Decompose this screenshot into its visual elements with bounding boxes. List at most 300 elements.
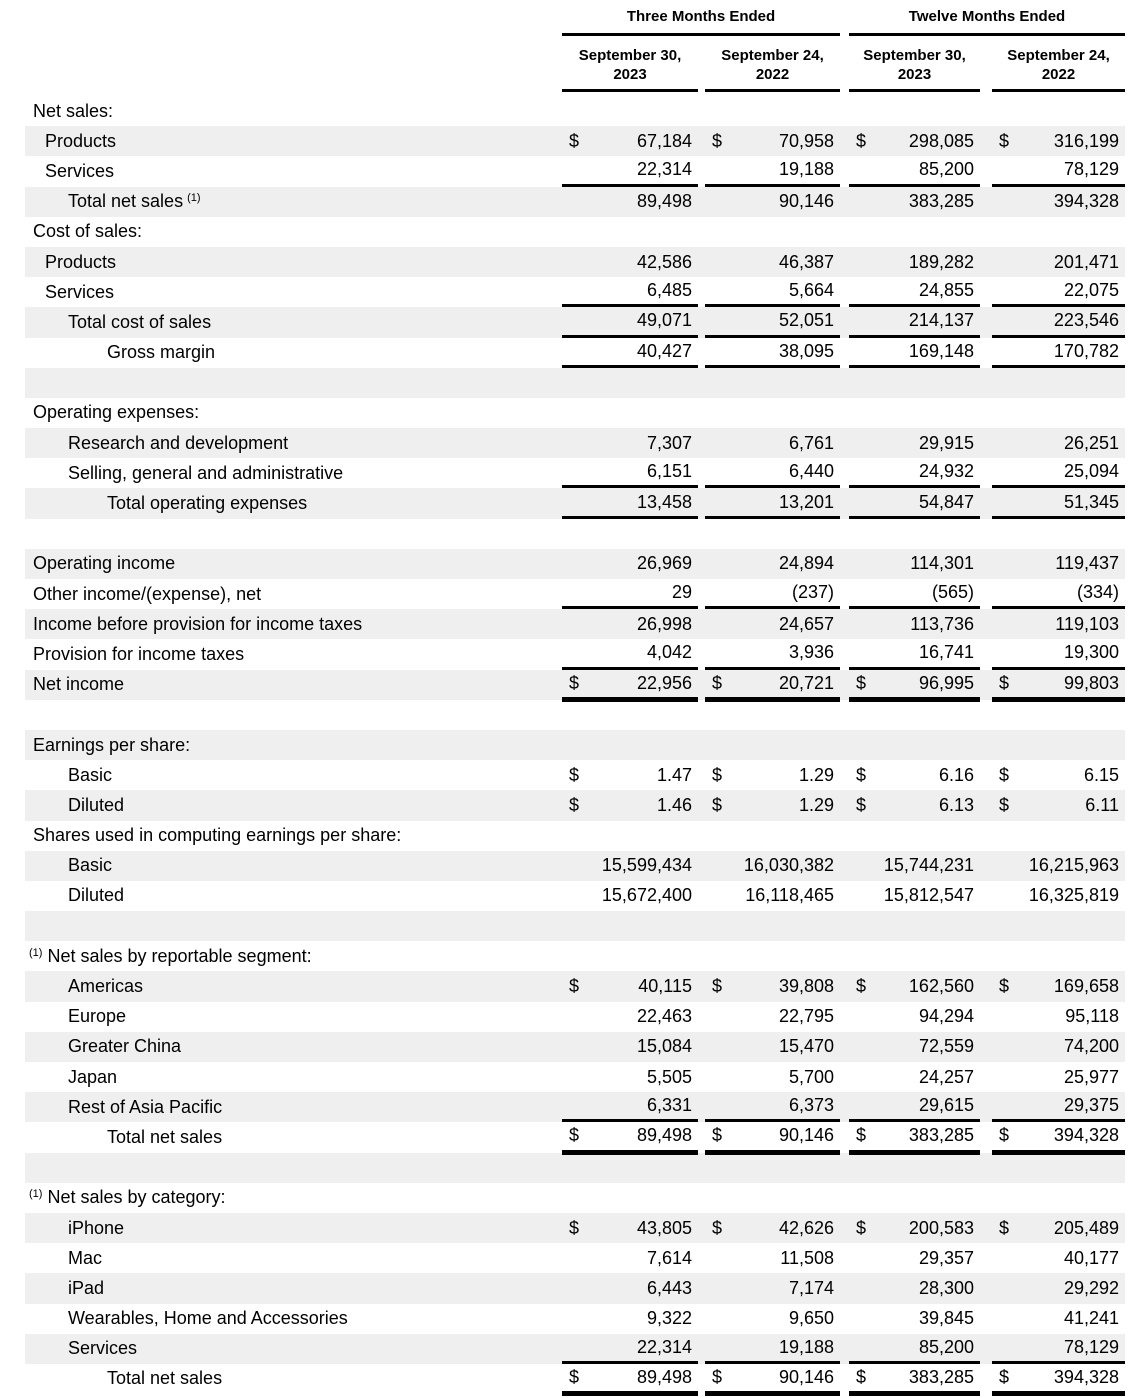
row-label: Mac — [68, 1247, 103, 1268]
value-cell — [562, 579, 698, 609]
value: 7,307 — [646, 432, 692, 453]
date-column-header: September 30, 2023 — [849, 46, 980, 92]
dollar-sign: $ — [856, 1125, 867, 1146]
value: 15,672,400 — [601, 885, 692, 906]
value-cell — [562, 1304, 698, 1334]
value-cell — [705, 700, 840, 730]
value-cell — [562, 1364, 698, 1394]
value-cell — [705, 398, 840, 428]
value-cell — [562, 156, 698, 186]
value: 9,322 — [646, 1308, 692, 1329]
table-row — [25, 1002, 1125, 1032]
value-cell — [562, 1183, 698, 1213]
table-row — [25, 1273, 1125, 1303]
row-label: Diluted — [68, 794, 125, 815]
value-cell — [705, 1364, 840, 1394]
value: 19,300 — [1063, 642, 1119, 663]
row-label-cell — [25, 765, 562, 786]
period-group-label: Three Months Ended — [626, 8, 776, 25]
value: 51,345 — [1063, 491, 1119, 512]
value: 205,489 — [1053, 1217, 1119, 1238]
value: 16,215,963 — [1028, 855, 1119, 876]
value-cell — [705, 307, 840, 337]
period-group-twelve-months — [849, 5, 1125, 36]
value: 6,485 — [646, 280, 692, 301]
row-label: Net sales by reportable segment: — [47, 945, 312, 966]
table-row — [25, 1032, 1125, 1062]
dollar-sign: $ — [856, 1217, 867, 1238]
dollar-sign: $ — [856, 130, 867, 151]
value: 26,998 — [636, 613, 692, 634]
value-cell — [705, 1273, 840, 1303]
row-label-cell — [25, 463, 562, 484]
table-row — [25, 911, 1125, 941]
dollar-sign: $ — [569, 1125, 580, 1146]
value-cell — [849, 639, 980, 669]
row-label: Services — [45, 160, 115, 181]
table-row — [25, 488, 1125, 518]
dollar-sign: $ — [999, 130, 1010, 151]
value: 383,285 — [908, 1366, 974, 1387]
value-cell — [705, 1334, 840, 1364]
table-row — [25, 881, 1125, 911]
row-label-cell — [25, 101, 562, 122]
value-cell — [562, 971, 698, 1001]
value: 38,095 — [778, 340, 834, 361]
value: 72,559 — [918, 1036, 974, 1057]
value: 162,560 — [908, 976, 974, 997]
footnote-marker: (1) — [29, 946, 43, 959]
value-cell — [849, 579, 980, 609]
value-cell — [705, 790, 840, 820]
table-row — [25, 760, 1125, 790]
value-cell — [562, 941, 698, 971]
value: 5,664 — [788, 280, 834, 301]
period-group-three-months — [562, 5, 840, 36]
value-cell — [562, 519, 698, 549]
dollar-sign: $ — [569, 794, 580, 815]
value: 169,148 — [908, 340, 974, 361]
row-label-cell — [25, 221, 562, 242]
value-cell — [992, 941, 1125, 971]
date-column-header: September 24, 2022 — [705, 46, 840, 92]
row-label-cell — [25, 644, 562, 665]
value-cell — [705, 1092, 840, 1122]
value: 1.47 — [656, 764, 692, 785]
value-cell — [992, 458, 1125, 488]
value-cell — [705, 1304, 840, 1334]
value: 49,071 — [636, 310, 692, 331]
value-cell — [562, 187, 698, 217]
row-label-cell — [25, 1067, 562, 1088]
dollar-sign: $ — [999, 976, 1010, 997]
value-cell — [992, 338, 1125, 368]
table-row — [25, 821, 1125, 851]
value: 15,084 — [636, 1036, 692, 1057]
row-label: Shares used in computing earnings per share: — [33, 825, 402, 846]
value-cell — [992, 1092, 1125, 1122]
row-label-cell — [25, 553, 562, 574]
value-cell — [849, 609, 980, 639]
value: 13,201 — [778, 491, 834, 512]
row-label-cell — [25, 191, 562, 212]
value: 4,042 — [646, 642, 692, 663]
row-label: Net income — [33, 674, 125, 695]
value-cell — [849, 1062, 980, 1092]
value-cell — [705, 1183, 840, 1213]
row-label-cell — [25, 825, 562, 846]
value-cell — [705, 458, 840, 488]
value-cell — [562, 96, 698, 126]
value-cell — [562, 881, 698, 911]
row-label-cell — [25, 976, 562, 997]
value: 29,292 — [1063, 1277, 1119, 1298]
table-row — [25, 187, 1125, 217]
value-cell — [992, 851, 1125, 881]
row-label: Cost of sales: — [33, 221, 143, 242]
value-cell — [849, 126, 980, 156]
row-label: iPad — [68, 1277, 105, 1298]
value: 1.46 — [656, 794, 692, 815]
value-cell — [705, 488, 840, 518]
value: 200,583 — [908, 1217, 974, 1238]
value: 26,969 — [636, 553, 692, 574]
value-cell — [992, 1334, 1125, 1364]
value: 15,470 — [778, 1036, 834, 1057]
value: 119,437 — [1055, 553, 1119, 574]
table-row — [25, 156, 1125, 186]
value-cell — [562, 1032, 698, 1062]
dollar-sign: $ — [856, 976, 867, 997]
dollar-sign: $ — [712, 1217, 723, 1238]
value-cell — [705, 971, 840, 1001]
row-label-cell — [25, 1248, 562, 1269]
value: (334) — [1076, 582, 1119, 603]
row-label-cell — [25, 855, 562, 876]
value-cell — [992, 609, 1125, 639]
row-label: Research and development — [68, 432, 289, 453]
row-label-cell — [25, 1127, 562, 1148]
value-cell — [705, 277, 840, 307]
value-cell — [849, 790, 980, 820]
value-cell — [849, 338, 980, 368]
value-cell — [992, 1273, 1125, 1303]
value-cell — [849, 156, 980, 186]
row-label: Rest of Asia Pacific — [68, 1096, 223, 1117]
value-cell — [849, 1213, 980, 1243]
value-cell — [705, 1122, 840, 1152]
value: 16,741 — [918, 642, 974, 663]
value: 90,146 — [778, 1366, 834, 1387]
value-cell — [849, 1273, 980, 1303]
row-label: Total cost of sales — [68, 311, 212, 332]
value-cell — [849, 217, 980, 247]
value: 114,301 — [910, 553, 974, 574]
row-label: Products — [45, 251, 117, 272]
period-group-headers — [562, 5, 1132, 36]
value: 6,761 — [788, 432, 834, 453]
value-cell — [849, 307, 980, 337]
table-row — [25, 247, 1125, 277]
value-cell — [562, 488, 698, 518]
row-label: Operating income — [33, 553, 176, 574]
value: 22,956 — [636, 672, 692, 693]
value-cell — [992, 549, 1125, 579]
value: 29,375 — [1063, 1095, 1119, 1116]
table-row — [25, 790, 1125, 820]
value-cell — [562, 851, 698, 881]
value: 22,795 — [778, 1006, 834, 1027]
value-cell — [705, 247, 840, 277]
dollar-sign: $ — [712, 1125, 723, 1146]
dollar-sign: $ — [999, 1366, 1010, 1387]
value: 19,188 — [778, 159, 834, 180]
value: 42,626 — [778, 1217, 834, 1238]
value-cell — [849, 730, 980, 760]
table-row — [25, 1304, 1125, 1334]
row-label-cell — [25, 342, 562, 363]
value: 25,094 — [1063, 461, 1119, 482]
value: 24,257 — [918, 1066, 974, 1087]
table-row — [25, 579, 1125, 609]
value-cell — [849, 1092, 980, 1122]
dollar-sign: $ — [712, 130, 723, 151]
value-cell — [849, 1364, 980, 1394]
row-label-cell — [25, 1187, 562, 1208]
value: 89,498 — [636, 191, 692, 212]
value: (237) — [791, 582, 834, 603]
row-label: Products — [45, 130, 117, 151]
value-cell — [705, 1153, 840, 1183]
table-row — [25, 1153, 1125, 1183]
value-cell — [705, 670, 840, 700]
table-row — [25, 368, 1125, 398]
row-label: Total operating expenses — [107, 493, 308, 514]
row-label: Japan — [68, 1066, 118, 1087]
value: 6,373 — [788, 1095, 834, 1116]
value: 5,505 — [646, 1066, 692, 1087]
value-cell — [562, 1213, 698, 1243]
dollar-sign: $ — [569, 1366, 580, 1387]
value: 54,847 — [918, 491, 974, 512]
table-row — [25, 639, 1125, 669]
value-cell — [562, 700, 698, 730]
value: 46,387 — [778, 251, 834, 272]
value: 3,936 — [788, 642, 834, 663]
value: 24,894 — [778, 553, 834, 574]
date-column-header: September 30, 2023 — [562, 46, 698, 92]
row-label: Provision for income taxes — [33, 643, 245, 664]
row-label-cell — [25, 614, 562, 635]
value-cell — [562, 126, 698, 156]
value-cell — [992, 277, 1125, 307]
value: 6.11 — [1085, 794, 1119, 815]
value: 6.13 — [938, 794, 974, 815]
value: 24,657 — [778, 613, 834, 634]
dollar-sign: $ — [712, 764, 723, 785]
row-label: Total net sales — [107, 1368, 223, 1389]
value-cell — [705, 881, 840, 911]
dollar-sign: $ — [569, 1217, 580, 1238]
row-label-cell — [25, 252, 562, 273]
value: 29,915 — [918, 432, 974, 453]
value-cell — [849, 96, 980, 126]
value-cell — [992, 730, 1125, 760]
value: 16,118,465 — [745, 885, 834, 906]
value-cell — [992, 96, 1125, 126]
value-cell — [992, 1002, 1125, 1032]
dollar-sign: $ — [999, 672, 1010, 693]
value: 7,614 — [646, 1247, 692, 1268]
value-cell — [562, 609, 698, 639]
value-cell — [849, 458, 980, 488]
value-cell — [562, 307, 698, 337]
value-cell — [562, 1092, 698, 1122]
table-row — [25, 941, 1125, 971]
value-cell — [562, 1243, 698, 1273]
value: 42,586 — [636, 251, 692, 272]
value-cell — [562, 458, 698, 488]
value-cell — [849, 881, 980, 911]
value-cell — [705, 126, 840, 156]
table-row — [25, 971, 1125, 1001]
row-label: Greater China — [68, 1036, 182, 1057]
value: 223,546 — [1053, 310, 1119, 331]
value-cell — [849, 428, 980, 458]
value-cell — [992, 639, 1125, 669]
footnote-marker: (1) — [187, 192, 201, 205]
table-row — [25, 851, 1125, 881]
value-cell — [562, 1122, 698, 1152]
dollar-sign: $ — [569, 764, 580, 785]
row-label: Basic — [68, 764, 113, 785]
value-cell — [705, 156, 840, 186]
value-cell — [849, 1334, 980, 1364]
value-cell — [849, 1122, 980, 1152]
value-cell — [992, 1304, 1125, 1334]
value-cell — [562, 277, 698, 307]
value-cell — [705, 1002, 840, 1032]
value-cell — [562, 1062, 698, 1092]
row-label-cell — [25, 1036, 562, 1057]
value-cell — [849, 488, 980, 518]
value: 90,146 — [778, 191, 834, 212]
value-cell — [562, 639, 698, 669]
row-label-cell — [25, 161, 562, 182]
table-row — [25, 1122, 1125, 1152]
value-cell — [992, 156, 1125, 186]
table-row — [25, 519, 1125, 549]
value-cell — [705, 639, 840, 669]
value-cell — [992, 217, 1125, 247]
value-cell — [992, 428, 1125, 458]
value-cell — [992, 368, 1125, 398]
value-cell — [992, 187, 1125, 217]
value: 15,744,231 — [883, 855, 974, 876]
value: 22,075 — [1063, 280, 1119, 301]
value-cell — [992, 760, 1125, 790]
value-cell — [705, 941, 840, 971]
value: 189,282 — [908, 251, 974, 272]
value-cell — [705, 609, 840, 639]
value: 6,151 — [646, 461, 692, 482]
table-row — [25, 730, 1125, 760]
value-cell — [992, 247, 1125, 277]
value: 85,200 — [918, 1336, 974, 1357]
value: 113,736 — [910, 613, 974, 634]
value: 6,331 — [646, 1095, 692, 1116]
row-label-cell — [25, 674, 562, 695]
value-cell — [705, 851, 840, 881]
row-label-cell — [25, 735, 562, 756]
value: 6,443 — [646, 1277, 692, 1298]
value: 52,051 — [778, 310, 834, 331]
row-label: Services — [45, 281, 115, 302]
value-cell — [562, 911, 698, 941]
dollar-sign: $ — [856, 764, 867, 785]
value-cell — [705, 579, 840, 609]
value: 394,328 — [1053, 1366, 1119, 1387]
value-cell — [992, 971, 1125, 1001]
dollar-sign: $ — [712, 1366, 723, 1387]
value-cell — [849, 1243, 980, 1273]
row-label-cell — [25, 1006, 562, 1027]
value: 20,721 — [778, 672, 834, 693]
value-cell — [849, 247, 980, 277]
value-cell — [562, 247, 698, 277]
date-column-headers — [562, 46, 1132, 92]
row-label-cell — [25, 433, 562, 454]
value-cell — [992, 519, 1125, 549]
value-cell — [992, 1062, 1125, 1092]
table-row — [25, 1183, 1125, 1213]
row-label-cell — [25, 795, 562, 816]
value: 40,427 — [636, 340, 692, 361]
value-cell — [562, 1002, 698, 1032]
value-cell — [992, 1243, 1125, 1273]
value-cell — [992, 790, 1125, 820]
value-cell — [562, 338, 698, 368]
dollar-sign: $ — [856, 672, 867, 693]
value: 11,508 — [780, 1247, 834, 1268]
value: 39,808 — [778, 976, 834, 997]
row-label: Total net sales — [107, 1126, 223, 1147]
value-cell — [992, 1122, 1125, 1152]
value: 78,129 — [1063, 159, 1119, 180]
table-row — [25, 338, 1125, 368]
row-label: Gross margin — [107, 342, 216, 363]
table-row — [25, 1364, 1125, 1394]
value: 29 — [671, 582, 692, 603]
value: (565) — [931, 582, 974, 603]
value-cell — [705, 1062, 840, 1092]
value-cell — [849, 1032, 980, 1062]
dollar-sign: $ — [712, 794, 723, 815]
dollar-sign: $ — [999, 1125, 1010, 1146]
value-cell — [992, 488, 1125, 518]
table-row — [25, 428, 1125, 458]
value-cell — [705, 911, 840, 941]
value-cell — [992, 1183, 1125, 1213]
value-cell — [705, 217, 840, 247]
value-cell — [705, 1032, 840, 1062]
dollar-sign: $ — [856, 794, 867, 815]
value-cell — [849, 1002, 980, 1032]
value-cell — [849, 277, 980, 307]
value: 22,314 — [636, 159, 692, 180]
dollar-sign: $ — [999, 1217, 1010, 1238]
dollar-sign: $ — [569, 130, 580, 151]
